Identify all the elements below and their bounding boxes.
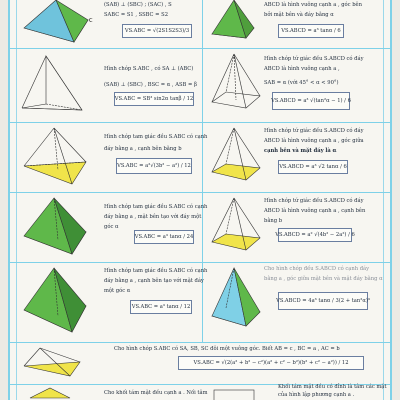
svg-text:C: C <box>89 18 93 24</box>
text-line: (SAB) ⊥ (SBC) ; (SAC) , S <box>104 2 172 8</box>
pyramid-figure <box>206 126 264 190</box>
text-line: ABCD là hình vuông cạnh a , góc giữa <box>264 138 364 144</box>
text-line: bằng a , góc giữa mặt bên và mặt đáy bằng α <box>264 276 383 282</box>
text-line: ABCD là hình vuông cạnh a , cạnh bên <box>264 208 366 214</box>
text-line: SAB = α (với 45° < α < 90°) <box>264 80 339 86</box>
row-divider <box>10 122 390 123</box>
text-line: đáy bằng a , cạnh bên bằng b <box>104 146 182 152</box>
text-line: ABCD là hình vuông cạnh a , góc bên <box>264 2 362 8</box>
row-divider <box>10 48 390 49</box>
text-line: Cho hình chóp S.ABC có SA, SB, SC đôi một vuông góc. Biết AB = c , BC = a , AC = b <box>114 346 340 352</box>
pyramid-figure <box>16 266 98 340</box>
text-line: cạnh bên và mặt đáy là α <box>264 148 337 154</box>
text-line: Hình chóp tam giác đều S.ABC có cạnh <box>104 134 208 140</box>
pyramid-figure <box>16 52 98 120</box>
text-line: bằng b <box>264 218 283 224</box>
formula-box: VS.ABCD = a³ √(tan²α − 1) / 6 <box>272 92 350 110</box>
pyramid-figure <box>20 346 90 382</box>
formula-box: VS.ABC = a²√(3b² − a²) / 12 <box>116 158 192 174</box>
formula-box: VS.ABC = √(2S1S2S3)/3 <box>122 24 192 38</box>
row-divider <box>10 342 390 343</box>
text-line: Hình chóp S.ABC , có SA ⊥ (ABC) <box>104 66 194 72</box>
formula-box: VS.ABCD = a³ tanα / 6 <box>278 24 344 38</box>
text-line: Hình chóp tứ giác đều S.ABCD có đáy <box>264 56 364 62</box>
text-line: Hình chóp tam giác đều S.ABC có cạnh <box>104 204 208 210</box>
formula-box: VS.ABC = √(2(a² + b² − c²)(a² + c² − b²)(b² + c² − a²)) / 12 <box>178 356 364 370</box>
text-line: Hình chóp tam giác đều S.ABC có cạnh <box>104 268 208 274</box>
text-line: SABC = S1 , SSBC = S2 <box>104 12 169 18</box>
pyramid-figure <box>206 52 264 120</box>
text-line: Hình chóp tứ giác đều S.ABCD có đáy <box>264 198 364 204</box>
formula-box: VS.ABCD = a² √(4b² − 2a²) / 6 <box>278 228 352 242</box>
text-line: đáy bằng a , mặt bên tạo với đáy một <box>104 214 202 220</box>
formula-box: VS.ABCD = a³ √2 tanα / 6 <box>278 160 348 174</box>
pyramid-figure <box>16 0 98 46</box>
column-divider <box>202 0 203 342</box>
text-line: (SAB) ⊥ (SBC) , BSC = α , ASB = β <box>104 82 197 88</box>
pyramid-figure <box>206 0 258 46</box>
pyramid-figure <box>16 196 98 260</box>
text-line: Khối tám mặt đều có đỉnh là tâm các mặt <box>278 384 387 390</box>
text-line: đáy bằng a , cạnh bên tạo với mặt đáy <box>104 278 204 284</box>
document-page <box>8 0 392 400</box>
text-line: Cho hình chóp đều S.ABCD có cạnh đáy <box>264 266 370 272</box>
text-line: góc α <box>104 224 119 230</box>
formula-box: VS.ABC = SB³ sin2α tanβ / 12 <box>114 92 194 106</box>
cube-figure <box>206 386 266 400</box>
text-line: bởi mặt bên và đáy bằng α <box>264 12 334 18</box>
row-divider <box>10 192 390 193</box>
formula-box: VS.ABC = a³ tanα / 12 <box>130 300 192 314</box>
text-line: Cho khối tám mặt đều cạnh a . Nối tâm <box>104 390 208 396</box>
row-divider <box>10 262 390 263</box>
text-line: Hình chóp tứ giác đều S.ABCD có đáy <box>264 128 364 134</box>
pyramid-figure <box>206 196 264 260</box>
text-line: một góc α <box>104 288 131 294</box>
formula-box: VS.ABCD = 4a³ tanα / 3(2 + tan²α)³ <box>278 292 368 310</box>
octahedron-figure <box>20 386 80 400</box>
formula-box: VS.ABC = a³ tanα / 24 <box>134 230 194 244</box>
text-line: ABCD là hình vuông cạnh a , <box>264 66 340 72</box>
pyramid-figure <box>206 266 264 340</box>
text-line: của hình lập phương cạnh a . <box>278 392 355 398</box>
pyramid-figure <box>16 126 98 190</box>
